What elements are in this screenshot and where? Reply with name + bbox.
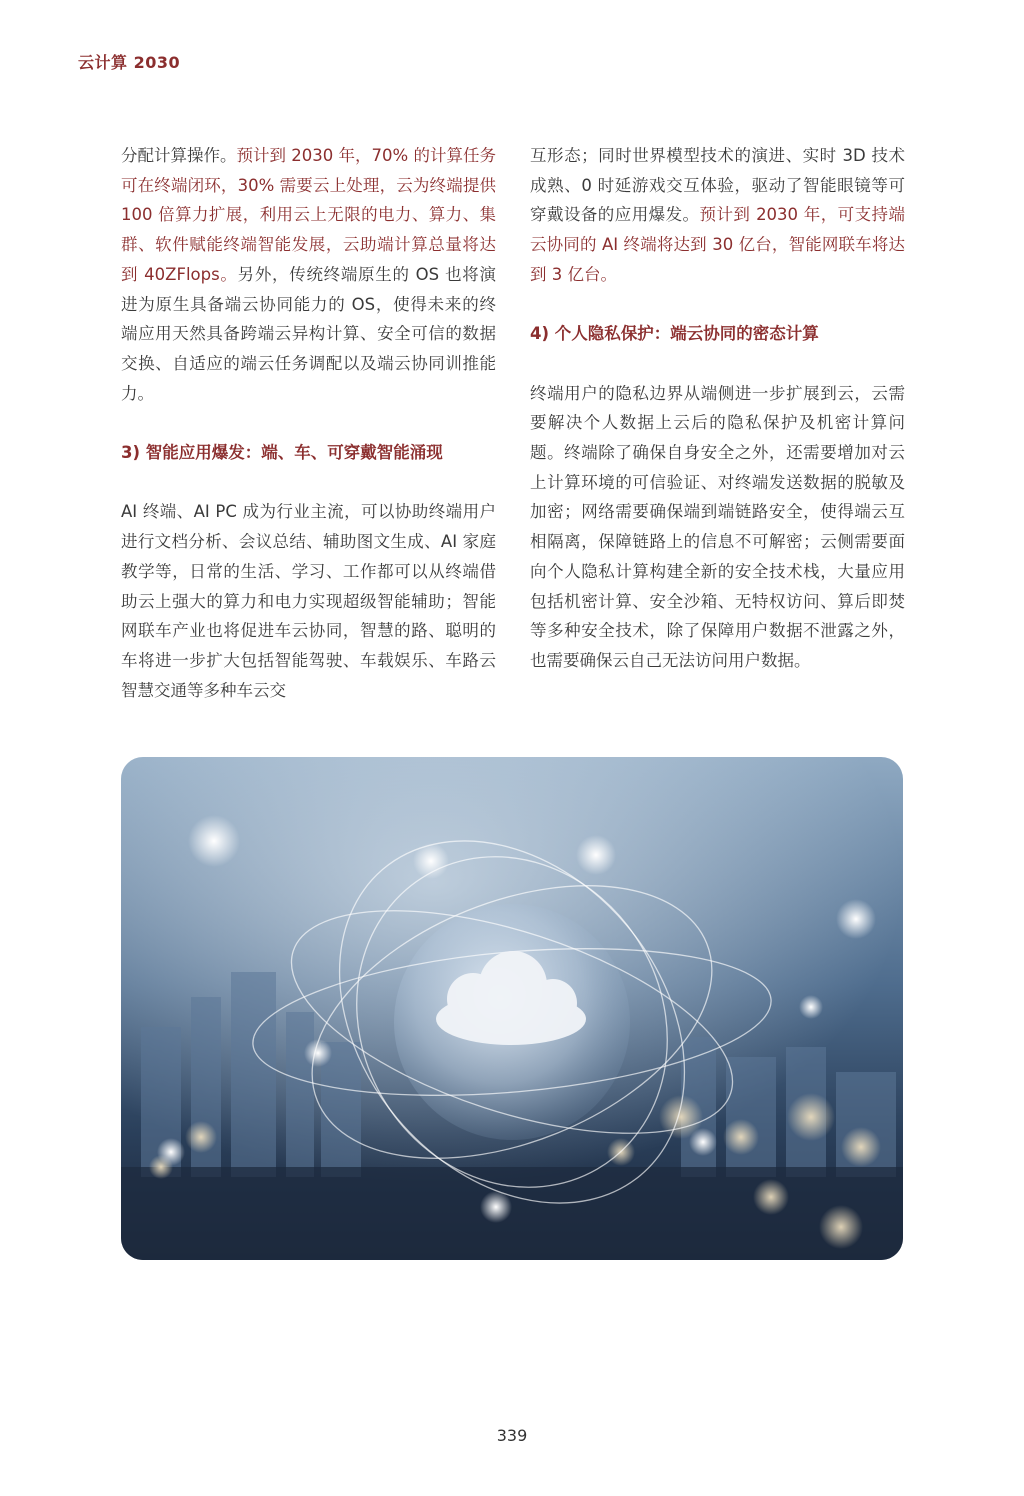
intro-highlight-text: 预计到 2030 年，70% 的计算任务可在终端闭环，30% 需要云上处理，云为终端提供 100 倍算力扩展，利用云上无限的电力、算力、集群、软件赋能终端智能发展，云助端计算总量将达到 40ZFlops。 xyxy=(121,146,497,284)
section-3-cont-plain: 互形态；同时世界模型技术的演进、实时 3D 技术成熟、0 时延游戏交互体验，驱动了智能眼镜等可穿戴设备的应用爆发。 xyxy=(530,146,905,225)
section-4-body: 终端用户的隐私边界从端侧进一步扩展到云，云需要解决个人数据上云后的隐私保护及机密计算问题。终端除了确保自身安全之外，还需要增加对云上计算环境的可信验证、对终端发送数据的脱敏及加密；网络需要确保端到端链路安全，使得端云互相隔离，保障链路上的信息不可解密；云侧需要面向个人隐私计算构建全新的安全技术栈，大量应用包括机密计算、安全沙箱、无特权访问、算后即焚等多种安全技术，除了保障用户数据不泄露之外，也需要确保云自己无法访问用户数据。 xyxy=(530,383,905,670)
cloud-globe-illustration xyxy=(121,757,903,1260)
section-3-body: AI 终端、AI PC 成为行业主流，可以协助终端用户进行文档分析、会议总结、辅助图文生成、AI 家庭教学等，日常的生活、学习、工作都可以从终端借助云上强大的算力和电力实现超级智能辅助；智能网联车产业也将促进车云协同，智慧的路、聪明的车将进一步扩大包括智能驾驶、车载娱乐、车路云智慧交通等多种车云交 xyxy=(121,502,496,700)
section-4-heading: 4) 个人隐私保护：端云协同的密态计算 xyxy=(530,324,819,344)
left-column xyxy=(121,141,496,735)
page-number: 339 xyxy=(496,1426,528,1445)
section-3-cont-highlight: 预计到 2030 年，可支持端云协同的 AI 终端将达到 30 亿台，智能网联车将达到 3 亿台。 xyxy=(530,205,906,284)
section-3-continued xyxy=(530,141,905,290)
running-header: 云计算 2030 xyxy=(78,53,181,72)
right-column xyxy=(530,141,905,705)
intro-plain-text: 分配计算操作。 xyxy=(121,146,237,165)
section-3-heading: 3) 智能应用爆发：端、车、可穿戴智能涌现 xyxy=(121,443,443,463)
intro-paragraph xyxy=(121,141,496,408)
intro-rest-text: 另外，传统终端原生的 OS 也将演进为原生具备端云协同能力的 OS，使得未来的终端应用天然具备跨端云异构计算、安全可信的数据交换、自适应的端云任务调配以及端云协同训推能力。 xyxy=(121,264,496,403)
